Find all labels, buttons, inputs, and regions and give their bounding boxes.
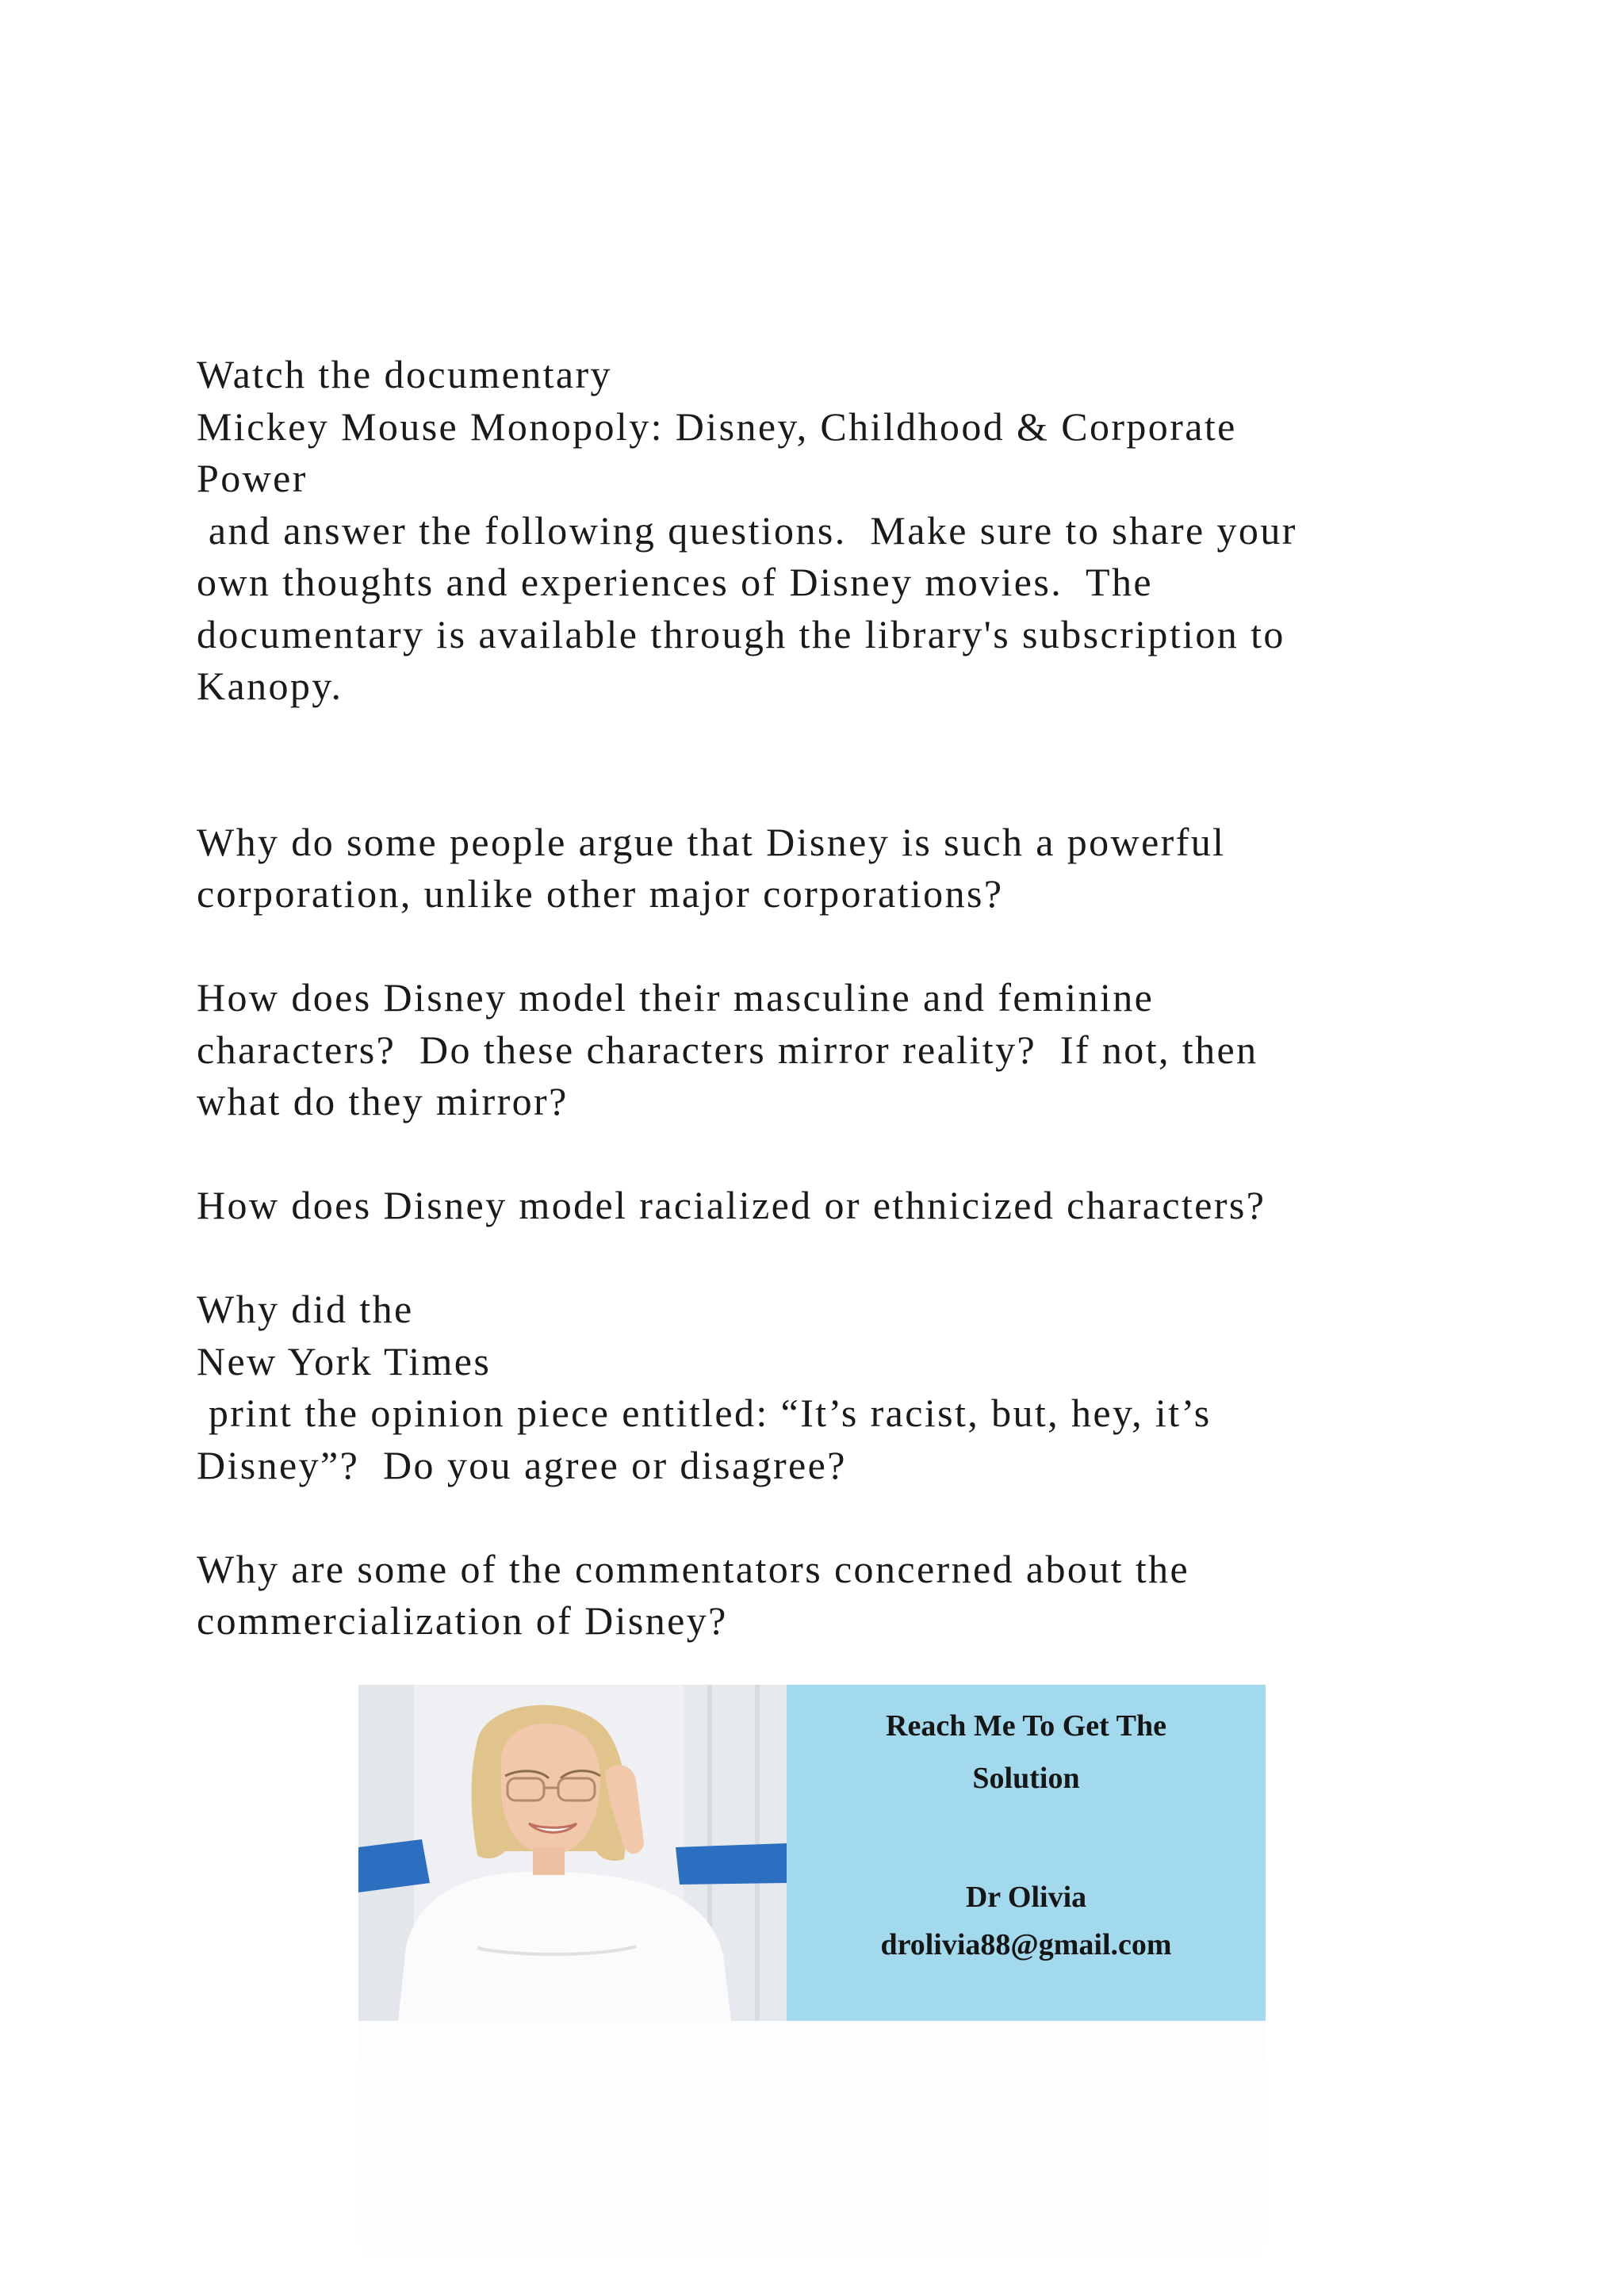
question-line: Why do some people argue that Disney is such a powerful bbox=[197, 819, 1226, 864]
documentary-title-line: Mickey Mouse Monopoly: Disney, Childhood & Corporate bbox=[197, 404, 1237, 449]
contact-panel bbox=[787, 1685, 1266, 2021]
intro-line: documentary is available through the library's subscription to bbox=[197, 611, 1285, 656]
contact-headline: Reach Me To Get The bbox=[886, 1709, 1166, 1743]
contact-email: drolivia88@gmail.com bbox=[880, 1928, 1172, 1961]
question-line: Why are some of the commentators concerned about the bbox=[197, 1546, 1190, 1591]
document-body bbox=[197, 349, 1434, 1647]
question-line: Disney”? Do you agree or disagree? bbox=[197, 1442, 847, 1487]
tutor-photo bbox=[358, 1685, 787, 2021]
contact-banner bbox=[358, 1685, 1266, 2021]
question-line: what do they mirror? bbox=[197, 1079, 569, 1123]
contact-headline: Solution bbox=[972, 1762, 1080, 1795]
question-line: Why did the bbox=[197, 1287, 414, 1331]
intro-paragraph bbox=[197, 349, 1434, 713]
intro-line: and answer the following questions. Make sure to share your bbox=[197, 507, 1297, 553]
intro-line: Kanopy. bbox=[197, 664, 343, 708]
contact-name: Dr Olivia bbox=[965, 1881, 1087, 1914]
question-line: corporation, unlike other major corporations? bbox=[197, 871, 1004, 916]
question-2 bbox=[197, 972, 1434, 1128]
faded-image-area bbox=[358, 2021, 1266, 2296]
question-4 bbox=[197, 1284, 1434, 1491]
intro-line: Watch the documentary bbox=[197, 352, 612, 396]
documentary-title-line: Power bbox=[197, 456, 308, 500]
intro-line: own thoughts and experiences of Disney movies. The bbox=[197, 560, 1153, 604]
question-1 bbox=[197, 817, 1434, 920]
question-line: How does Disney model their masculine and feminine bbox=[197, 975, 1155, 1020]
question-line: How does Disney model racialized or ethnicized characters? bbox=[197, 1183, 1266, 1227]
question-line: commercialization of Disney? bbox=[197, 1598, 728, 1643]
question-line: print the opinion piece entitled: “It’s racist, but, hey, it’s bbox=[197, 1391, 1212, 1435]
question-3 bbox=[197, 1180, 1434, 1232]
question-5 bbox=[197, 1544, 1434, 1647]
newspaper-title-line: New York Times bbox=[197, 1338, 492, 1383]
question-line: characters? Do these characters mirror reality? If not, then bbox=[197, 1027, 1258, 1072]
